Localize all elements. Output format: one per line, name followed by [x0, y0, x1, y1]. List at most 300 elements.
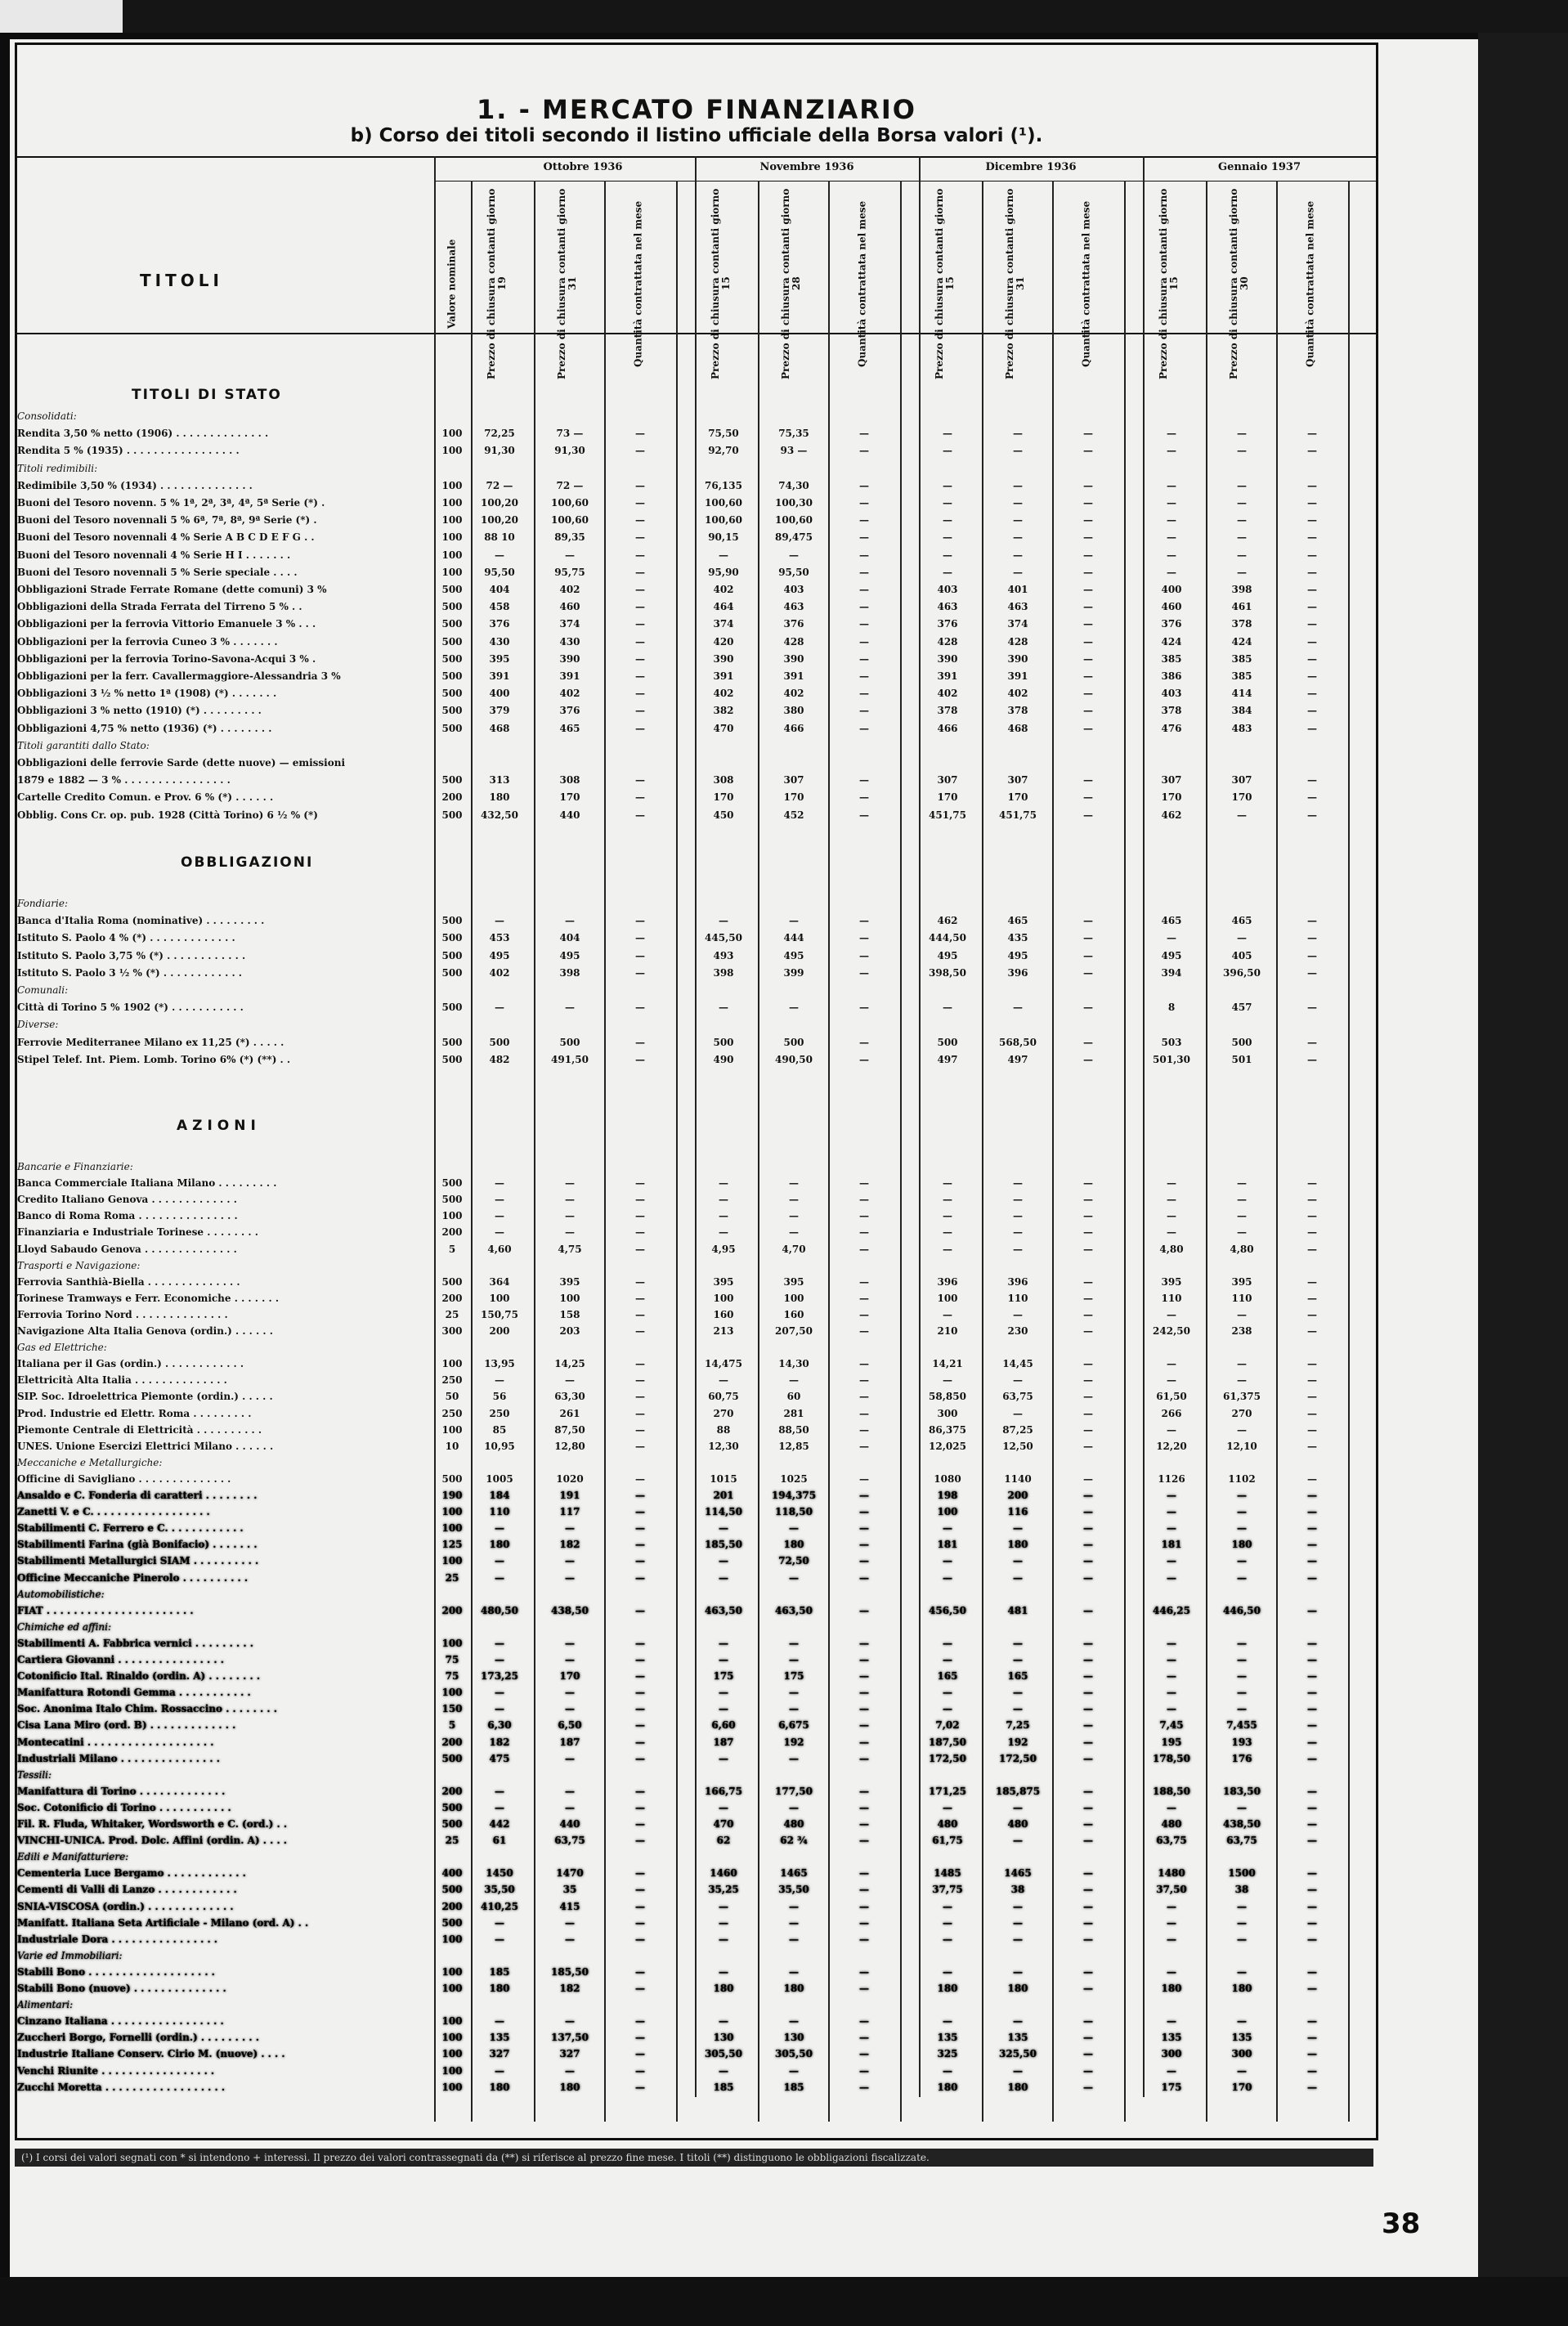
- cell-value: —: [1167, 1210, 1176, 1222]
- cell-value: —: [1083, 635, 1093, 648]
- cell-valore-nominale: 500: [441, 1053, 463, 1065]
- cell-value: 170: [1231, 2081, 1252, 2093]
- cell-value: —: [943, 1801, 952, 1813]
- cell-value: 63,75: [554, 1835, 585, 1847]
- cell-value: 300: [1161, 2048, 1182, 2060]
- footnote: (¹) I corsi dei valori segnati con * si intendono + interessi. Il prezzo dei valori contrassegnati da (**) si riferisce al prezzo fine mese. I titoli (**) distinguono le obbligazioni fiscalizzate.: [15, 2149, 1373, 2167]
- cell-value: 91,30: [484, 445, 515, 457]
- cell-value: —: [635, 1916, 645, 1929]
- col-header-valore: Valore nominale: [446, 239, 458, 329]
- cell-value: 390: [783, 652, 804, 665]
- cell-value: 480,50: [481, 1604, 518, 1616]
- cell-value: 135: [1007, 2032, 1028, 2044]
- cell-value: —: [635, 1571, 645, 1584]
- cell-value: —: [1237, 1637, 1247, 1649]
- row-label: Obbligazioni 4,75 % netto (1936) (*) . . . . . . . .: [17, 722, 272, 734]
- cell-value: —: [495, 1687, 504, 1699]
- cell-value: —: [1167, 1490, 1176, 1501]
- cell-value: —: [859, 774, 869, 787]
- cell-value: 180: [1231, 1983, 1252, 1994]
- cell-value: 1500: [1228, 1867, 1256, 1880]
- cell-value: —: [943, 1194, 952, 1206]
- cell-value: 14,25: [554, 1358, 585, 1370]
- cell-valore-nominale: 500: [441, 584, 463, 595]
- cell-value: —: [1083, 1670, 1093, 1683]
- cell-value: 395: [489, 652, 510, 665]
- cell-value: —: [635, 2015, 645, 2028]
- cell-value: —: [1013, 1637, 1023, 1649]
- cell-value: 1480: [1158, 1867, 1185, 1880]
- cell-value: —: [565, 1194, 575, 1206]
- cell-value: —: [719, 1177, 728, 1190]
- row-label: Cisa Lana Miro (ord. B) . . . . . . . . . . . . .: [17, 1719, 236, 1732]
- cell-value: —: [495, 915, 504, 927]
- cell-valore-nominale: 100: [441, 1506, 463, 1518]
- cell-value: 210: [937, 1325, 958, 1337]
- cell-value: —: [1167, 1654, 1176, 1665]
- cell-valore-nominale: 250: [441, 1374, 463, 1387]
- cell-value: 158: [559, 1308, 580, 1320]
- cell-value: —: [1307, 1867, 1317, 1880]
- cell-value: —: [859, 1670, 869, 1683]
- cell-value: 398: [1231, 584, 1252, 595]
- cell-value: —: [1013, 531, 1023, 544]
- cell-value: 444: [783, 932, 804, 944]
- cell-value: —: [1307, 549, 1317, 561]
- cell-value: 90,15: [708, 531, 739, 544]
- cell-value: —: [1083, 652, 1093, 665]
- cell-value: 384: [1231, 705, 1252, 717]
- cell-value: —: [1083, 445, 1093, 457]
- cell-value: 402: [489, 966, 510, 979]
- row-label: Consolidati:: [17, 410, 77, 422]
- cell-value: —: [635, 618, 645, 630]
- cell-value: —: [635, 1539, 645, 1551]
- cell-value: 410,25: [481, 1900, 518, 1912]
- cell-value: 8: [1167, 1002, 1176, 1014]
- column-rule: [695, 156, 697, 2097]
- cell-value: —: [943, 1308, 952, 1320]
- row-label: Titoli garantiti dallo Stato:: [17, 739, 150, 751]
- cell-value: 72 —: [486, 479, 513, 491]
- cell-value: 95,75: [554, 566, 585, 578]
- cell-value: 100: [489, 1292, 510, 1304]
- cell-value: —: [1013, 1654, 1023, 1665]
- cell-valore-nominale: 500: [441, 949, 463, 961]
- cell-value: 270: [713, 1407, 734, 1419]
- cell-value: 185: [783, 2081, 804, 2093]
- cell-value: 116: [1007, 1506, 1028, 1518]
- cell-value: —: [635, 949, 645, 961]
- cell-valore-nominale: 100: [441, 1983, 463, 1994]
- col-header-4: Prezzo di chiusura contanti giorno 15: [710, 188, 732, 379]
- cell-value: 307: [1231, 774, 1252, 787]
- cell-value: —: [859, 1325, 869, 1337]
- cell-value: 376: [1161, 618, 1182, 630]
- cell-value: —: [1237, 497, 1247, 509]
- cell-value: 402: [559, 688, 580, 700]
- cell-value: 391: [1007, 670, 1028, 682]
- cell-value: —: [1237, 1687, 1247, 1699]
- cell-value: 463: [1007, 601, 1028, 613]
- cell-value: 13,95: [484, 1358, 515, 1370]
- cell-value: —: [635, 1210, 645, 1222]
- cell-value: —: [859, 549, 869, 561]
- cell-value: —: [635, 652, 645, 665]
- cell-value: —: [635, 1440, 645, 1452]
- cell-value: 261: [559, 1407, 580, 1419]
- cell-value: —: [1167, 1522, 1176, 1535]
- cell-value: —: [719, 1210, 728, 1222]
- cell-value: 91,30: [554, 445, 585, 457]
- cell-valore-nominale: 500: [441, 1752, 463, 1764]
- cell-value: —: [1307, 1440, 1317, 1452]
- cell-valore-nominale: 100: [441, 549, 463, 561]
- cell-value: —: [1083, 1933, 1093, 1945]
- cell-value: —: [789, 2015, 799, 2028]
- cell-value: 468: [489, 722, 510, 734]
- cell-value: —: [789, 1752, 799, 1764]
- cell-value: —: [635, 549, 645, 561]
- cell-value: 378: [1007, 705, 1028, 717]
- cell-value: 38: [1010, 1884, 1025, 1896]
- row-label: Rendita 5 % (1935) . . . . . . . . . . . . . . . . .: [17, 445, 240, 457]
- cell-value: —: [859, 584, 869, 595]
- row-label: Cinzano Italiana . . . . . . . . . . . . . . . . .: [17, 2015, 224, 2028]
- cell-value: 420: [713, 635, 734, 648]
- cell-value: —: [1083, 1308, 1093, 1320]
- cell-value: —: [1167, 1933, 1176, 1945]
- cell-value: —: [1167, 1423, 1176, 1436]
- cell-value: 95,50: [778, 566, 809, 578]
- cell-value: —: [635, 1194, 645, 1206]
- cell-value: 401: [1007, 584, 1028, 595]
- cell-value: —: [635, 1884, 645, 1896]
- cell-value: —: [1307, 445, 1317, 457]
- cell-value: 165: [937, 1670, 958, 1683]
- cell-value: —: [635, 497, 645, 509]
- cell-value: 466: [937, 722, 958, 734]
- cell-value: 403: [783, 584, 804, 595]
- cell-value: —: [635, 1670, 645, 1683]
- cell-value: —: [635, 601, 645, 613]
- cell-valore-nominale: 500: [441, 635, 463, 648]
- cell-value: —: [1013, 1210, 1023, 1222]
- col-header-12: Quantità contrattata nel mese: [1304, 200, 1316, 367]
- cell-value: 380: [783, 705, 804, 717]
- cell-value: 110: [1161, 1292, 1182, 1304]
- cell-value: —: [1013, 1243, 1023, 1255]
- cell-value: 307: [937, 774, 958, 787]
- cell-value: —: [1237, 1522, 1247, 1535]
- cell-value: —: [1167, 445, 1176, 457]
- cell-value: —: [859, 670, 869, 682]
- cell-valore-nominale: 200: [441, 1736, 463, 1748]
- scan-corner: [0, 0, 123, 33]
- cell-value: 180: [1161, 1983, 1182, 1994]
- cell-value: 100: [783, 1292, 804, 1304]
- cell-value: 95,50: [484, 566, 515, 578]
- cell-value: 402: [1007, 688, 1028, 700]
- cell-value: 88: [716, 1423, 731, 1436]
- cell-value: —: [1307, 1002, 1317, 1014]
- cell-value: —: [635, 1801, 645, 1813]
- cell-value: —: [859, 1522, 869, 1535]
- cell-value: 374: [713, 618, 734, 630]
- cell-value: 415: [559, 1900, 580, 1912]
- table-frame: [15, 43, 1378, 2140]
- cell-value: —: [859, 2015, 869, 2028]
- cell-value: —: [495, 2064, 504, 2077]
- month-rule: [434, 181, 1376, 182]
- cell-value: —: [635, 1736, 645, 1748]
- cell-value: —: [859, 428, 869, 440]
- row-label: FIAT . . . . . . . . . . . . . . . . . . . . . .: [17, 1604, 194, 1616]
- cell-value: —: [859, 705, 869, 717]
- cell-value: —: [789, 1226, 799, 1239]
- row-label: Stabilimenti Metallurgici SIAM . . . . . . . . . .: [17, 1555, 259, 1567]
- cell-value: —: [1237, 445, 1247, 457]
- cell-value: 500: [713, 1036, 734, 1048]
- cell-value: —: [789, 1637, 799, 1649]
- cell-value: —: [1167, 428, 1176, 440]
- cell-value: —: [859, 1604, 869, 1616]
- cell-valore-nominale: 500: [441, 809, 463, 821]
- cell-value: —: [565, 1002, 575, 1014]
- cell-value: —: [1307, 1374, 1317, 1387]
- row-label: Stabili Bono . . . . . . . . . . . . . . . . . . .: [17, 1965, 215, 1978]
- cell-value: —: [1083, 1292, 1093, 1304]
- row-label: Elettricità Alta Italia . . . . . . . . . . . . . .: [17, 1374, 227, 1387]
- titoli-column-header: TITOLI: [140, 271, 223, 290]
- cell-value: 170: [559, 791, 580, 804]
- cell-value: 266: [1161, 1407, 1182, 1419]
- cell-value: —: [1083, 2081, 1093, 2093]
- month-header-nov: Novembre 1936: [759, 161, 854, 173]
- cell-value: —: [859, 1933, 869, 1945]
- col-header-8: Prezzo di chiusura contanti giorno 31: [1004, 188, 1026, 379]
- cell-value: —: [859, 1785, 869, 1797]
- cell-value: 305,50: [775, 2048, 813, 2060]
- cell-value: —: [1237, 1801, 1247, 1813]
- cell-value: —: [635, 514, 645, 527]
- cell-valore-nominale: 25: [445, 1571, 459, 1584]
- cell-value: —: [565, 1752, 575, 1764]
- cell-value: 300: [937, 1407, 958, 1419]
- cell-valore-nominale: 500: [441, 1916, 463, 1929]
- cell-value: 198: [937, 1490, 958, 1501]
- col-header-5: Prezzo di chiusura contanti giorno 28: [780, 188, 802, 379]
- cell-value: 491,50: [551, 1053, 589, 1065]
- cell-value: —: [635, 1785, 645, 1797]
- column-rule: [471, 181, 473, 2122]
- cell-value: —: [1083, 1490, 1093, 1501]
- column-rule: [1348, 181, 1350, 2122]
- section-titoli-di-stato: TITOLI DI STATO: [132, 387, 282, 403]
- column-rule: [758, 181, 759, 2122]
- cell-value: —: [859, 479, 869, 491]
- cell-value: —: [1167, 1801, 1176, 1813]
- cell-value: —: [1083, 1374, 1093, 1387]
- cell-value: —: [1083, 1703, 1093, 1715]
- row-label: Montecatini . . . . . . . . . . . . . . . . . . .: [17, 1736, 214, 1748]
- row-label: Manifatt. Italiana Seta Artificiale - Milano (ord. A) . .: [17, 1916, 309, 1929]
- cell-valore-nominale: 200: [441, 1292, 463, 1304]
- cell-value: —: [1167, 2064, 1176, 2077]
- cell-value: —: [1307, 774, 1317, 787]
- cell-value: —: [1307, 531, 1317, 544]
- cell-value: —: [635, 1002, 645, 1014]
- cell-value: —: [1307, 1423, 1317, 1436]
- cell-value: 385: [1161, 652, 1182, 665]
- cell-value: —: [1307, 915, 1317, 927]
- cell-value: —: [565, 1654, 575, 1665]
- row-label: Edili e Manifatturiere:: [17, 1851, 129, 1863]
- cell-value: 424: [1231, 635, 1252, 648]
- cell-value: —: [859, 1654, 869, 1665]
- cell-value: 480: [783, 1818, 804, 1830]
- cell-value: —: [1013, 497, 1023, 509]
- cell-value: —: [635, 2032, 645, 2044]
- cell-value: 75,50: [708, 428, 739, 440]
- cell-valore-nominale: 150: [441, 1703, 463, 1715]
- cell-value: 135: [489, 2032, 510, 2044]
- cell-valore-nominale: 100: [441, 1555, 463, 1567]
- cell-value: 438,50: [551, 1604, 589, 1616]
- cell-value: 85: [492, 1423, 507, 1436]
- cell-value: 398: [559, 966, 580, 979]
- cell-value: 203: [559, 1325, 580, 1337]
- cell-value: 493: [713, 949, 734, 961]
- cell-value: 465: [1231, 915, 1252, 927]
- row-label: Manifattura di Torino . . . . . . . . . . . . .: [17, 1785, 226, 1797]
- cell-value: 194,375: [771, 1490, 817, 1501]
- cell-value: 7,25: [1006, 1719, 1030, 1732]
- cell-value: —: [635, 1374, 645, 1387]
- cell-value: 483: [1231, 722, 1252, 734]
- cell-value: 187: [559, 1736, 580, 1748]
- cell-value: 100: [937, 1292, 958, 1304]
- cell-value: 379: [489, 705, 510, 717]
- cell-value: 450: [713, 809, 734, 821]
- cell-value: —: [1083, 2048, 1093, 2060]
- row-label: Rendita 3,50 % netto (1906) . . . . . . . . . . . . . .: [17, 428, 269, 440]
- cell-value: —: [1083, 497, 1093, 509]
- cell-value: 4,80: [1159, 1243, 1184, 1255]
- cell-value: 170: [783, 791, 804, 804]
- cell-value: —: [789, 1965, 799, 1978]
- cell-value: —: [1013, 428, 1023, 440]
- cell-value: —: [1083, 1916, 1093, 1929]
- cell-value: —: [859, 1867, 869, 1880]
- column-rule: [982, 181, 983, 2122]
- cell-value: —: [1083, 1637, 1093, 1649]
- cell-value: 7,455: [1226, 1719, 1257, 1732]
- cell-valore-nominale: 25: [445, 1308, 459, 1320]
- cell-value: 453: [489, 932, 510, 944]
- cell-value: 376: [937, 618, 958, 630]
- cell-value: 12,85: [778, 1440, 809, 1452]
- cell-value: 200: [489, 1325, 510, 1337]
- cell-value: —: [1237, 428, 1247, 440]
- cell-value: —: [1083, 584, 1093, 595]
- cell-value: 192: [783, 1736, 804, 1748]
- cell-value: —: [1083, 1275, 1093, 1288]
- cell-value: —: [1167, 514, 1176, 527]
- cell-value: —: [495, 1801, 504, 1813]
- cell-value: —: [859, 1472, 869, 1485]
- cell-value: 442: [489, 1818, 510, 1830]
- cell-value: —: [1167, 1965, 1176, 1978]
- cell-value: —: [1237, 566, 1247, 578]
- cell-value: —: [859, 1194, 869, 1206]
- cell-value: 470: [713, 722, 734, 734]
- row-label: Obbligazioni per la ferrovia Torino-Savona-Acqui 3 % .: [17, 652, 316, 665]
- cell-value: 1015: [710, 1472, 737, 1485]
- row-label: Obbligazioni 3 ½ % netto 1ª (1908) (*) . . . . . . .: [17, 688, 277, 700]
- cell-value: —: [1083, 618, 1093, 630]
- row-label: Ferrovia Torino Nord . . . . . . . . . . . . . .: [17, 1308, 228, 1320]
- cell-valore-nominale: 100: [441, 2064, 463, 2077]
- cell-value: 63,75: [1002, 1391, 1033, 1403]
- cell-value: —: [635, 1604, 645, 1616]
- row-label: Tessili:: [17, 1768, 52, 1781]
- cell-value: —: [1083, 479, 1093, 491]
- cell-value: —: [1307, 966, 1317, 979]
- column-rule: [1143, 156, 1145, 2097]
- row-label: Torinese Tramways e Ferr. Economiche . . . . . . .: [17, 1292, 280, 1304]
- cell-value: 1025: [780, 1472, 808, 1485]
- cell-value: —: [1307, 1539, 1317, 1551]
- cell-value: —: [1083, 2015, 1093, 2028]
- cell-value: —: [943, 1687, 952, 1699]
- cell-value: —: [1307, 566, 1317, 578]
- row-label: Officine Meccaniche Pinerolo . . . . . . . . . .: [17, 1571, 249, 1584]
- cell-value: 463: [937, 601, 958, 613]
- cell-value: —: [859, 1423, 869, 1436]
- cell-value: —: [1307, 1555, 1317, 1567]
- cell-value: —: [1083, 1210, 1093, 1222]
- cell-value: 376: [489, 618, 510, 630]
- cell-value: —: [1237, 2015, 1247, 2028]
- cell-value: —: [1237, 1490, 1247, 1501]
- cell-value: 1465: [780, 1867, 808, 1880]
- cell-valore-nominale: 100: [441, 514, 463, 527]
- cell-value: —: [635, 1965, 645, 1978]
- row-label: Cartelle Credito Comun. e Prov. 6 % (*) . . . . . .: [17, 791, 274, 804]
- cell-value: —: [789, 1703, 799, 1715]
- cell-value: —: [1307, 2048, 1317, 2060]
- cell-value: —: [635, 722, 645, 734]
- cell-value: 432,50: [481, 809, 518, 821]
- cell-value: —: [495, 1916, 504, 1929]
- cell-value: 180: [1007, 1983, 1028, 1994]
- cell-value: —: [943, 1965, 952, 1978]
- section-azioni: AZIONI: [177, 1118, 261, 1134]
- cell-value: —: [1307, 791, 1317, 804]
- cell-value: —: [1013, 514, 1023, 527]
- cell-valore-nominale: 100: [441, 428, 463, 440]
- cell-value: —: [1307, 2064, 1317, 2077]
- cell-value: —: [859, 1053, 869, 1065]
- cell-value: —: [943, 1900, 952, 1912]
- cell-value: —: [1307, 1358, 1317, 1370]
- cell-value: 495: [1007, 949, 1028, 961]
- cell-value: —: [789, 915, 799, 927]
- cell-value: —: [1237, 1555, 1247, 1567]
- cell-value: 405: [1231, 949, 1252, 961]
- cell-value: —: [1167, 1703, 1176, 1715]
